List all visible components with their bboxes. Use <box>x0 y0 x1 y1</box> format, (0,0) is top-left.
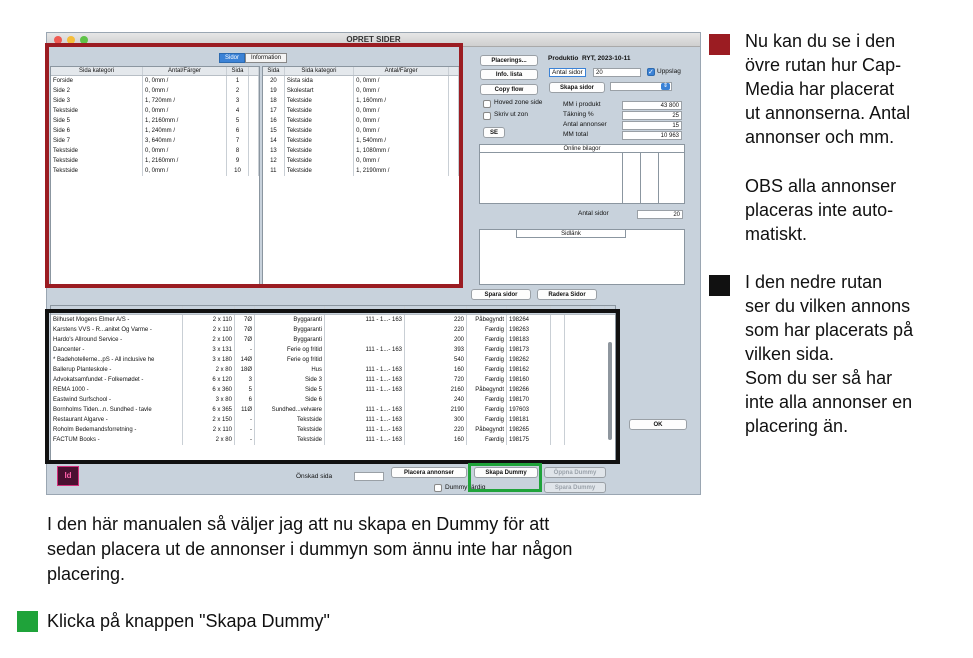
upper-area-highlight <box>45 43 463 288</box>
table-cell: Karstens VVS - R...anitet Og Varme - <box>51 325 183 335</box>
table-cell: REMA 1000 - <box>51 385 183 395</box>
table-cell: 160 <box>405 365 467 375</box>
table-cell: 17 <box>263 106 285 116</box>
hoved-zone-side-checkbox[interactable] <box>483 100 491 108</box>
table-cell: 1, 2160mm / <box>143 116 227 126</box>
table-cell: 20 <box>263 76 285 86</box>
table-cell: Roholm Bedemandsforretning - <box>51 425 183 435</box>
note-line: Som du ser så har <box>745 368 893 388</box>
table-cell: 0, 0mm / <box>354 156 449 166</box>
spara-sidor-button[interactable]: Spara sidor <box>471 289 531 300</box>
placera-annonser-button[interactable]: Placera annonser <box>391 467 467 478</box>
note-line: inte alla annonser en <box>745 392 913 412</box>
table-cell: 5 <box>235 385 255 395</box>
table-cell: 220 <box>405 315 467 325</box>
select-dropdown[interactable] <box>610 82 672 91</box>
table-cell: Færdig <box>467 325 507 335</box>
antal-annonser-field[interactable]: 15 <box>622 121 682 130</box>
note-line: placering än. <box>745 416 849 436</box>
table-cell: 3, 640mm / <box>143 136 227 146</box>
table-cell: 0, 0mm / <box>143 86 227 96</box>
table-cell: 198265 <box>507 425 551 435</box>
table-cell: 111 - 1...- 163 <box>325 435 405 445</box>
table-cell: Tekstside <box>255 415 325 425</box>
col-header[interactable]: Antal/Färger <box>143 67 227 75</box>
online-bilagor-header: Online bilagor <box>480 145 684 153</box>
table-cell: 19 <box>263 86 285 96</box>
table-cell: 2 <box>227 86 249 96</box>
note-line: annonser och mm. <box>745 127 895 147</box>
table-cell: 16 <box>263 116 285 126</box>
table-cell: 540 <box>405 355 467 365</box>
table-cell: 2 x 100 <box>183 335 235 345</box>
table-cell: Færdig <box>467 365 507 375</box>
table-cell: 6 <box>227 126 249 136</box>
tackning-label: Täkning % <box>563 111 594 118</box>
note-line: matiskt. <box>745 224 808 244</box>
table-cell: 111 - 1...- 163 <box>325 365 405 375</box>
table-cell: Side 3 <box>255 375 325 385</box>
ok-button[interactable]: OK <box>629 419 687 430</box>
table-cell: Hardo's Allround Service - <box>51 335 183 345</box>
table-cell: Sundhed...velvære <box>255 405 325 415</box>
table-cell: 14 <box>263 136 285 146</box>
table-cell: 2 x 110 <box>183 425 235 435</box>
table-cell: 1 <box>227 76 249 86</box>
antal-sidor-label: Antal sidor <box>549 68 586 77</box>
table-cell: 0, 0mm / <box>354 76 449 86</box>
table-cell: 3 <box>227 96 249 106</box>
table-cell: Hus <box>255 365 325 375</box>
table-cell: 198170 <box>507 395 551 405</box>
table-cell: 160 <box>405 435 467 445</box>
table-cell: Sista sida <box>285 76 354 86</box>
skapa-dummy-highlight <box>468 463 542 492</box>
table-cell: Tekstside <box>285 146 354 156</box>
indesign-app-icon[interactable]: Id <box>57 466 79 486</box>
red-note <box>745 29 910 149</box>
dummy-fardig-checkbox[interactable] <box>434 484 442 492</box>
table-cell: Side 6 <box>51 126 143 136</box>
table-cell: 7 <box>227 136 249 146</box>
antal-sidor-2-label: Antal sidor <box>578 210 609 217</box>
table-cell: Færdig <box>467 395 507 405</box>
table-cell: Tekstside <box>51 156 143 166</box>
table-cell: 0, 0mm / <box>354 126 449 136</box>
onskad-sida-field[interactable] <box>354 472 384 481</box>
table-cell: Tekstside <box>255 435 325 445</box>
table-cell: 6 x 360 <box>183 385 235 395</box>
hoved-zone-side-label: Hoved zone side <box>494 99 543 106</box>
table-cell: 0, 0mm / <box>143 146 227 156</box>
paragraph-line: placering. <box>47 564 126 584</box>
table-cell: Tekstside <box>51 166 143 176</box>
table-cell: Tekstside <box>255 425 325 435</box>
table-cell: 393 <box>405 345 467 355</box>
table-cell: Tekstside <box>285 116 354 126</box>
table-cell: 0, 0mm / <box>354 106 449 116</box>
black-note <box>745 270 913 438</box>
table-cell: Dancenter - <box>51 345 183 355</box>
tab-information[interactable]: Information <box>245 53 287 63</box>
table-cell: 9 <box>227 156 249 166</box>
table-cell: Færdig <box>467 335 507 345</box>
placerings-button[interactable]: Placerings... <box>480 55 538 66</box>
table-cell: Eastwind Surfschool - <box>51 395 183 405</box>
table-cell: Påbegyndt <box>467 315 507 325</box>
instruction-text: Klicka på knappen "Skapa Dummy" <box>47 611 330 631</box>
sidlank-list[interactable] <box>479 229 685 285</box>
table-cell: 198183 <box>507 335 551 345</box>
skriv-ut-zon-label: Skriv ut zon <box>494 111 528 118</box>
note-line: placeras inte auto- <box>745 200 894 220</box>
table-cell: 111 - 1...- 163 <box>325 415 405 425</box>
table-cell: Restaurant Algarve - <box>51 415 183 425</box>
table-cell: 0, 0mm / <box>143 166 227 176</box>
table-cell: Tekstside <box>51 146 143 156</box>
table-cell: Tekstside <box>285 136 354 146</box>
table-cell: Påbegyndt <box>467 385 507 395</box>
table-cell: 2 x 80 <box>183 365 235 375</box>
spara-dummy-button[interactable]: Spara Dummy <box>544 482 606 493</box>
note-line: ser du vilken annons <box>745 296 911 316</box>
table-cell: 1, 540mm / <box>354 136 449 146</box>
col-header[interactable]: Sida <box>263 67 285 75</box>
table-cell: 3 x 131 <box>183 345 235 355</box>
table-cell: 0, 0mm / <box>143 76 227 86</box>
table-cell: 12 <box>263 156 285 166</box>
table-cell: 1, 2160mm / <box>143 156 227 166</box>
skriv-ut-zon-checkbox[interactable] <box>483 112 491 120</box>
table-cell: Tekstside <box>285 106 354 116</box>
uppslag-checkbox[interactable] <box>647 68 655 76</box>
note-line: övre rutan hur Cap- <box>745 55 902 75</box>
table-cell: Påbegyndt <box>467 425 507 435</box>
table-cell: 198266 <box>507 385 551 395</box>
table-cell: 11 <box>263 166 285 176</box>
table-cell: 5 <box>227 116 249 126</box>
table-cell: Bilhuset Mogens Elmer A/S - <box>51 315 183 325</box>
table-cell: Byggaranti <box>255 315 325 325</box>
note-line: Nu kan du se i den <box>745 31 896 51</box>
table-cell: 11Ø <box>235 405 255 415</box>
table-cell: Tekstside <box>285 166 354 176</box>
table-cell: 2 x 150 <box>183 415 235 425</box>
explanation-paragraph <box>47 512 572 587</box>
table-cell: 1, 1080mm / <box>354 146 449 156</box>
uppslag-label: Uppslag <box>657 68 681 75</box>
table-cell: Færdig <box>467 355 507 365</box>
table-cell: 197603 <box>507 405 551 415</box>
table-cell: 198173 <box>507 345 551 355</box>
paragraph-line: I den här manualen så väljer jag att nu skapa en Dummy för att <box>47 514 550 534</box>
table-cell: Færdig <box>467 415 507 425</box>
note-line: som har placerats på <box>745 320 914 340</box>
info-lista-button[interactable]: Info. lista <box>480 69 538 80</box>
antal-annonser-label: Antal annonser <box>563 121 607 128</box>
table-cell: Færdig <box>467 405 507 415</box>
table-cell: Færdig <box>467 345 507 355</box>
table-cell: Forside <box>51 76 143 86</box>
note-line: I den nedre rutan <box>745 272 883 292</box>
table-cell: 198175 <box>507 435 551 445</box>
table-cell: 2 x 80 <box>183 435 235 445</box>
skapa-dummy-button[interactable]: Skapa Dummy <box>474 467 538 478</box>
mm-i-produkt-label: MM i produkt <box>563 101 601 108</box>
table-cell: 7Ø <box>235 335 255 345</box>
table-cell: 7Ø <box>235 315 255 325</box>
table-cell: Færdig <box>467 435 507 445</box>
table-cell: Side 2 <box>51 86 143 96</box>
table-cell: 111 - 1...- 163 <box>325 385 405 395</box>
table-cell: 720 <box>405 375 467 385</box>
table-cell: 0, 0mm / <box>143 106 227 116</box>
table-cell: 6 x 365 <box>183 405 235 415</box>
radera-sidor-button[interactable]: Radera Sidor <box>537 289 597 300</box>
table-cell: 3 x 80 <box>183 395 235 405</box>
table-cell: 15 <box>263 126 285 136</box>
chevron-down-icon: ⇕ <box>662 83 669 89</box>
table-cell: 1, 240mm / <box>143 126 227 136</box>
table-cell: Side 7 <box>51 136 143 146</box>
table-cell: 2160 <box>405 385 467 395</box>
dummy-fardig-label: Dummy färdig <box>445 484 486 491</box>
table-cell: 2190 <box>405 405 467 415</box>
table-cell: * Badehotellerne...pS - All inclusive he <box>51 355 183 365</box>
table-cell: Tekstside <box>285 126 354 136</box>
black-legend-square <box>709 275 730 296</box>
table-cell: Advokatsamfundet - Folkemødet - <box>51 375 183 385</box>
table-cell: 220 <box>405 325 467 335</box>
table-cell: Skolestart <box>285 86 354 96</box>
produktio-label: Produktio RYT, 2023-10-11 <box>548 55 631 62</box>
table-cell: 18Ø <box>235 365 255 375</box>
se-button[interactable]: SE <box>483 127 505 138</box>
tab-sidor[interactable]: Sidor <box>219 53 245 63</box>
table-cell: - <box>235 425 255 435</box>
note-line: vilken sida. <box>745 344 835 364</box>
table-cell: 111 - 1...- 163 <box>325 345 405 355</box>
table-cell: 220 <box>405 425 467 435</box>
online-bilagor-list[interactable] <box>479 144 685 204</box>
obs-note <box>745 174 896 246</box>
table-cell: Tekstside <box>51 106 143 116</box>
table-cell: 18 <box>263 96 285 106</box>
table-cell: 198263 <box>507 325 551 335</box>
note-line: Media har placerat <box>745 79 895 99</box>
table-cell: 111 - 1...- 163 <box>325 315 405 325</box>
table-cell: 6 x 120 <box>183 375 235 385</box>
table-cell: Tekstside <box>285 156 354 166</box>
table-cell: Byggaranti <box>255 335 325 345</box>
table-cell: 111 - 1...- 163 <box>325 375 405 385</box>
table-cell: Side 5 <box>51 116 143 126</box>
table-cell: 200 <box>405 335 467 345</box>
table-cell: Side 6 <box>255 395 325 405</box>
col-header[interactable]: Sida kategori <box>51 67 143 75</box>
table-cell: Ferie og fritid <box>255 345 325 355</box>
green-legend-square <box>17 611 38 632</box>
table-cell: 300 <box>405 415 467 425</box>
note-line: OBS alla annonser <box>745 176 897 196</box>
window-title: OPRET SIDER <box>346 35 401 44</box>
oppna-dummy-button[interactable]: Öppna Dummy <box>544 467 606 478</box>
table-cell: - <box>235 345 255 355</box>
col-header[interactable]: Antal/Färger <box>354 67 449 75</box>
table-cell: FACTUM Books - <box>51 435 183 445</box>
table-cell: 240 <box>405 395 467 405</box>
table-cell: - <box>235 415 255 425</box>
table-cell: 2 x 110 <box>183 325 235 335</box>
table-cell: 198162 <box>507 365 551 375</box>
table-cell: 198160 <box>507 375 551 385</box>
skapa-sidor-button[interactable]: Skapa sidor <box>549 82 605 93</box>
table-cell: 1, 720mm / <box>143 96 227 106</box>
table-cell: 7Ø <box>235 325 255 335</box>
table-cell: 14Ø <box>235 355 255 365</box>
table-cell: 1, 2190mm / <box>354 166 449 176</box>
mm-i-produkt-field[interactable]: 43 800 <box>622 101 682 110</box>
sidlank-header: Sidlänk <box>516 230 626 238</box>
table-cell: Færdig <box>467 375 507 385</box>
table-cell: 0, 0mm / <box>354 116 449 126</box>
table-cell: Ballerup Planteskole - <box>51 365 183 375</box>
table-cell: 4 <box>227 106 249 116</box>
table-cell: 3 <box>235 375 255 385</box>
table-cell: 13 <box>263 146 285 156</box>
table-cell: 2 x 110 <box>183 315 235 325</box>
antal-sidor-field[interactable]: 20 <box>593 68 641 77</box>
table-cell: Byggaranti <box>255 325 325 335</box>
table-cell: Tekstside <box>285 96 354 106</box>
table-cell: 3 x 180 <box>183 355 235 365</box>
col-header[interactable]: Sida kategori <box>285 67 354 75</box>
tackning-field[interactable]: 25 <box>622 111 682 120</box>
mm-total-field[interactable]: 10 963 <box>622 131 682 140</box>
table-cell: 198264 <box>507 315 551 325</box>
onskad-sida-label: Önskad sida <box>296 473 333 480</box>
table-cell: 111 - 1...- 163 <box>325 405 405 415</box>
col-header[interactable]: Sida <box>227 67 249 75</box>
table-cell: 0, 0mm / <box>354 86 449 96</box>
table-cell: 1, 160mm / <box>354 96 449 106</box>
antal-sidor-2-field[interactable]: 20 <box>637 210 683 219</box>
table-cell: Side 5 <box>255 385 325 395</box>
copy-flow-button[interactable]: Copy flow <box>480 84 538 95</box>
note-line: ut annonserna. Antal <box>745 103 911 123</box>
lower-area-highlight <box>45 309 620 464</box>
table-cell: 111 - 1...- 163 <box>325 425 405 435</box>
table-cell: - <box>235 435 255 445</box>
table-cell: 6 <box>235 395 255 405</box>
table-cell: 8 <box>227 146 249 156</box>
mm-total-label: MM total <box>563 131 588 138</box>
table-cell: Side 3 <box>51 96 143 106</box>
table-cell: 198262 <box>507 355 551 365</box>
table-cell: 10 <box>227 166 249 176</box>
table-cell: Ferie og fritid <box>255 355 325 365</box>
red-legend-square <box>709 34 730 55</box>
table-cell: Bornholms Tiden...n. Sundhed - tavle <box>51 405 183 415</box>
table-cell: 198181 <box>507 415 551 425</box>
paragraph-line: sedan placera ut de annonser i dummyn som ännu inte har någon <box>47 539 573 559</box>
